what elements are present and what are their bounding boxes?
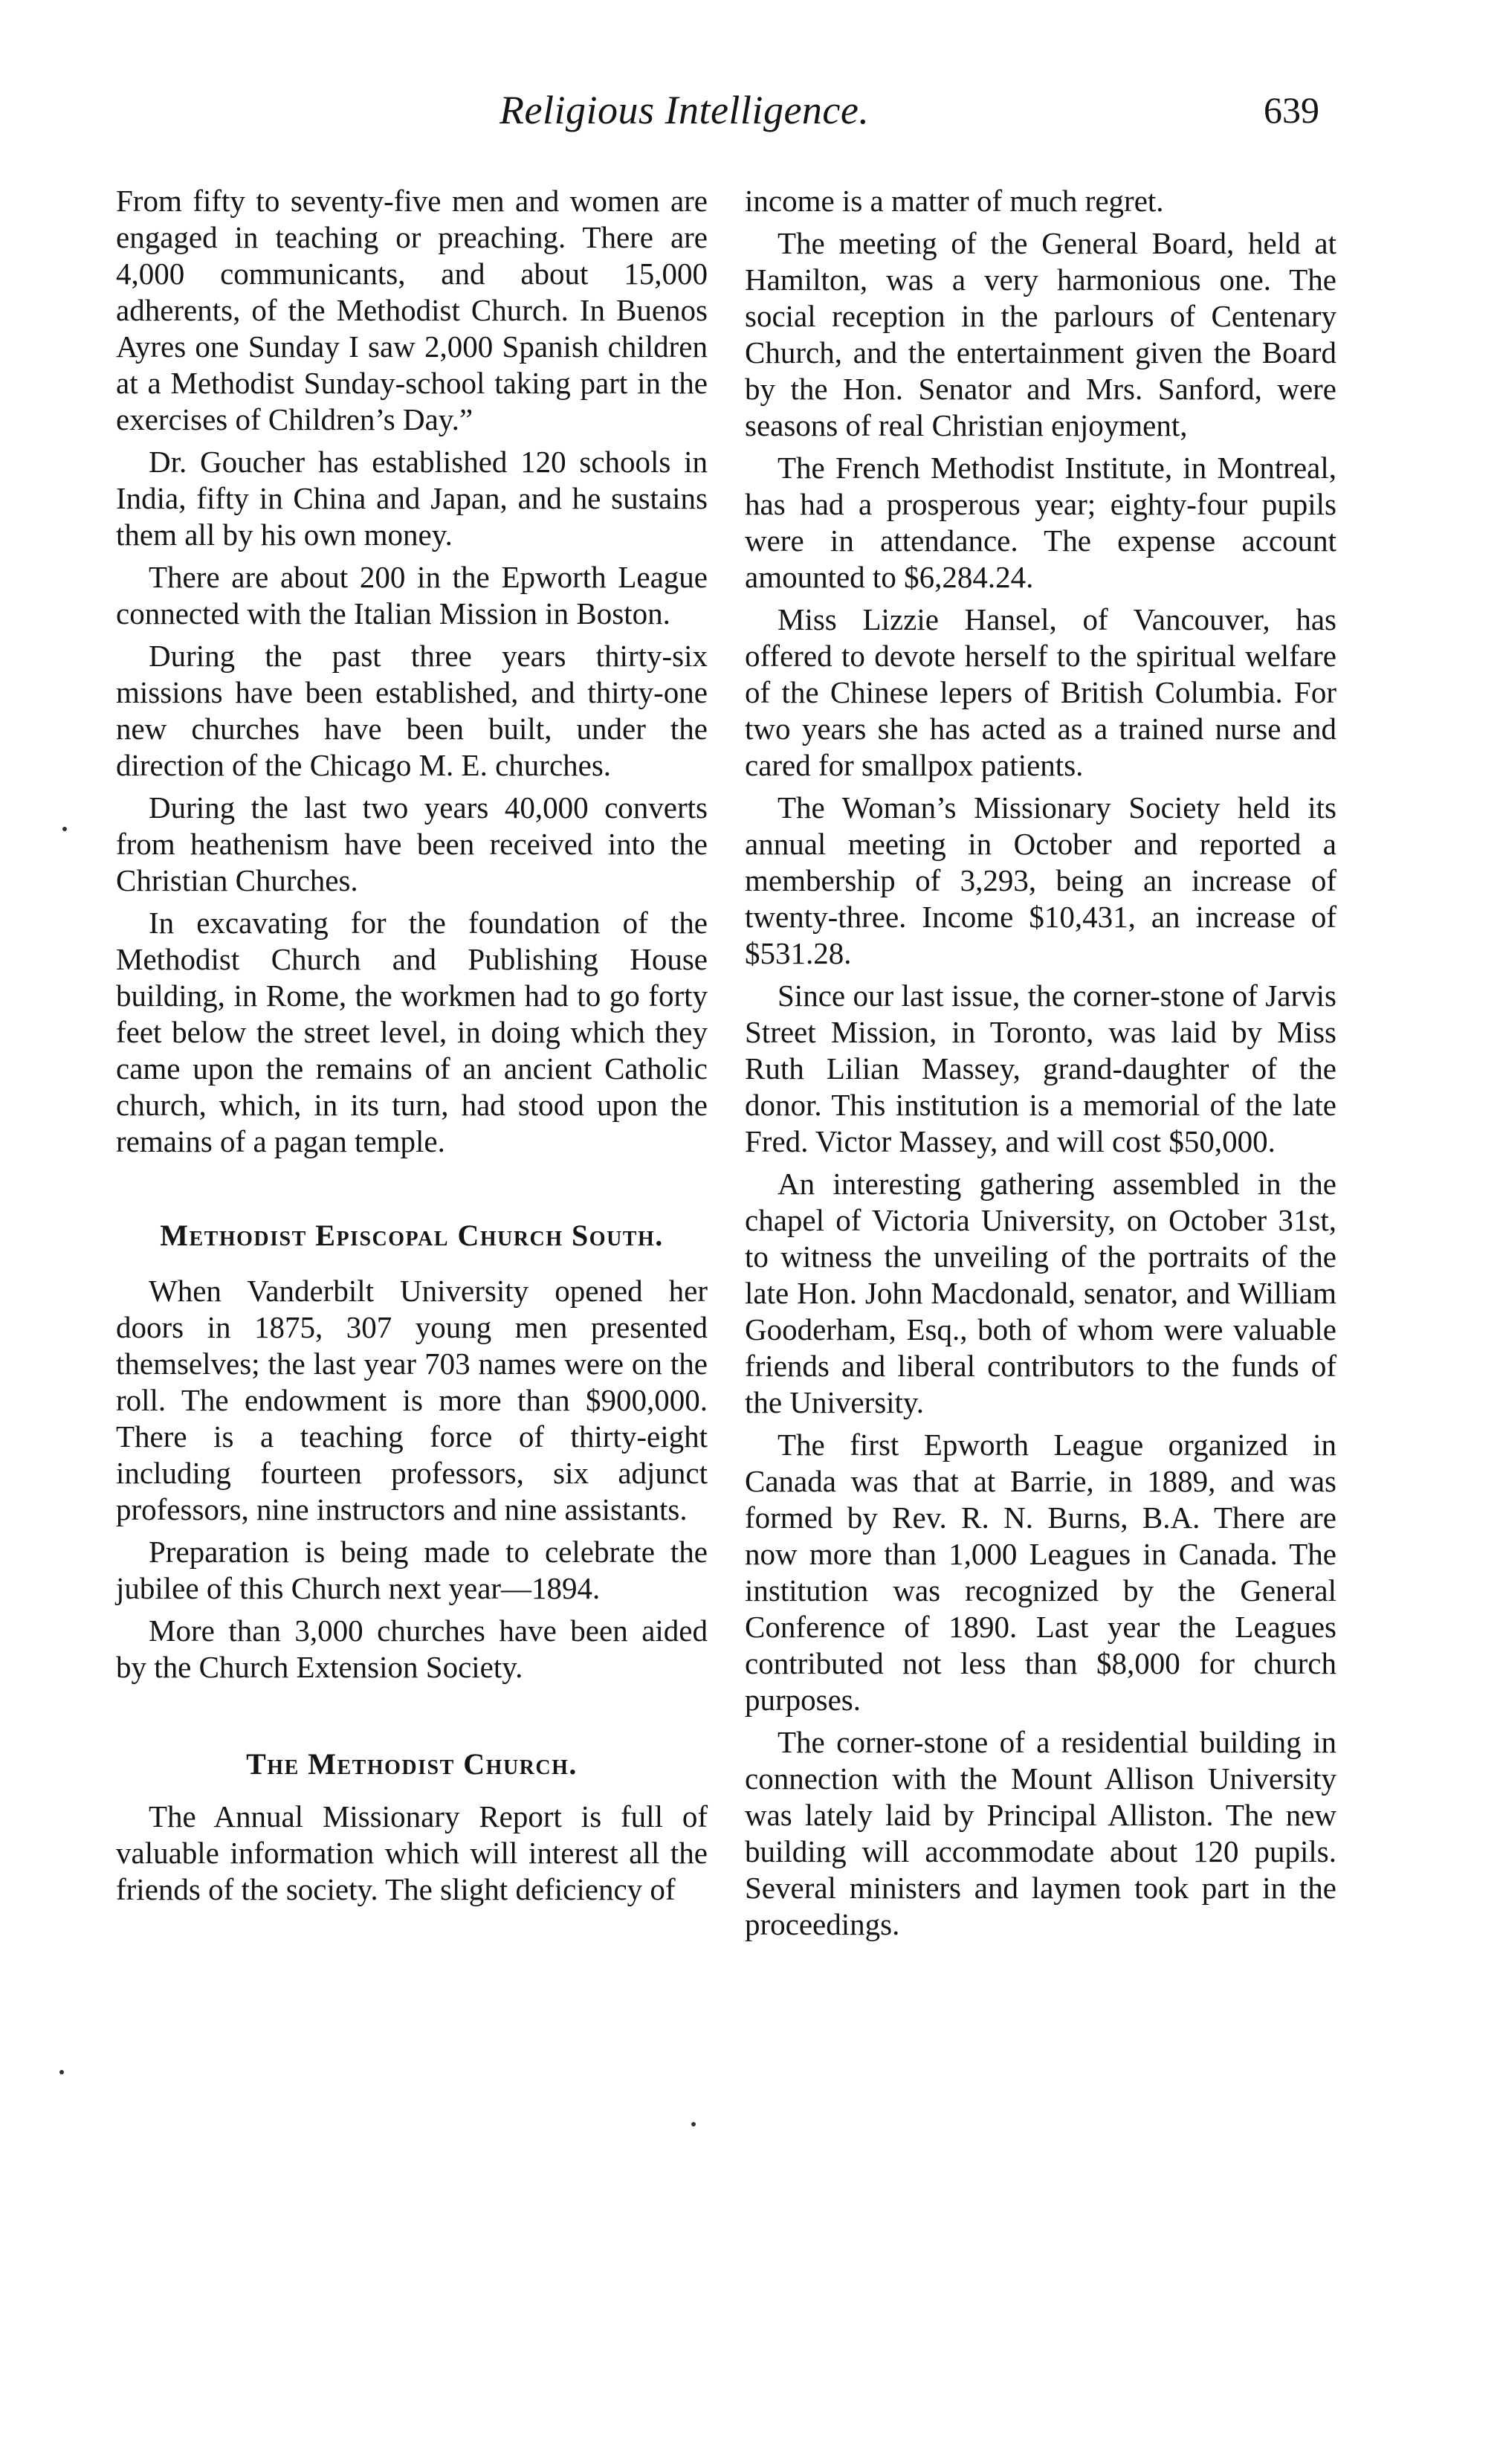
paragraph-mount-allison: The corner-stone of a residential building in connection with the Mount Allison University was lately laid by Principal Alliston. The new building will accommodate about 120 pupils. Several ministers and laymen took part in the proceedings.	[745, 1725, 1336, 1941]
paragraph-rome-excavation: In excavating for the foundation of the Methodist Church and Publishing House building, in Rome, the workmen had to go forty feet below the street level, in doing which they came upon the remains of an ancient Catholic church, which, in its turn, had stood upon the remains of a pagan temple.	[116, 906, 708, 1158]
paragraph-epworth-italian-mission: There are about 200 in the Epworth League connected with the Italian Mission in Boston.	[116, 560, 708, 630]
left-column	[116, 183, 708, 1914]
paragraph-church-extension: More than 3,000 churches have been aided by the Church Extension Society.	[116, 1613, 708, 1684]
running-head	[0, 88, 1500, 140]
paragraph-continued-regret: income is a matter of much regret.	[745, 184, 1164, 218]
print-speck	[691, 2122, 696, 2126]
page-number: 639	[1264, 89, 1319, 131]
paragraph-victoria-university: An interesting gathering assembled in the chapel of Victoria University, on October 31st, to witness the unveiling of the portraits of the late Hon. John Macdonald, senator, and William Gooderham, Esq., both of whom were valuable friends and liberal contributors to the funds of the University.	[745, 1167, 1336, 1419]
paragraph-chicago-missions: During the past three years thirty-six missions have been established, and thirty-one new churches have been built, under the direction of the Chicago M. E. churches.	[116, 639, 708, 782]
section-heading-methodist-episcopal-south: Methodist Episcopal Church South.	[160, 1219, 664, 1252]
paragraph-goucher-schools: Dr. Goucher has established 120 schools in India, fifty in China and Japan, and he sustains them all by his own money.	[116, 445, 708, 552]
paragraph-lizzie-hansel: Miss Lizzie Hansel, of Vancouver, has offered to devote herself to the spiritual welfare of the Chinese lepers of British Columbia. For two years she has acted as a trained nurse and cared for smallpox patients.	[745, 602, 1336, 782]
paragraph-jubilee: Preparation is being made to celebrate the jubilee of this Church next year—1894.	[116, 1535, 708, 1605]
paragraph-vanderbilt: When Vanderbilt University opened her doors in 1875, 307 young men presented themselves; the last year 703 names were on the roll. The endowment is more than $900,000. There is a teaching force of thirty-eight including fourteen professors, six adjunct professors, nine instructors and nine assistants.	[116, 1274, 708, 1526]
paragraph-converts: During the last two years 40,000 converts from heathenism have been received into the Christian Churches.	[116, 790, 708, 897]
paragraph-jarvis-street-mission: Since our last issue, the corner-stone of Jarvis Street Mission, in Toronto, was laid by Miss Ruth Lilian Massey, grand-daughter of the donor. This institution is a memorial of the late Fred. Victor Massey, and will cost $50,000.	[745, 978, 1336, 1158]
paragraph-missionary-report: The Annual Missionary Report is full of valuable information which will interest all the friends of the society. The slight deficiency of	[116, 1799, 708, 1906]
running-title: Religious Intelligence.	[500, 88, 870, 132]
paragraph-french-institute: The French Methodist Institute, in Montreal, has had a prosperous year; eighty-four pupils were in attendance. The expense account amounted to $6,284.24.	[745, 451, 1336, 594]
paragraph-missions-south-america: From fifty to seventy-five men and women are engaged in teaching or preaching. There are 4,000 communicants, and about 15,000 adherents, of the Methodist Church. In Buenos Ayres one Sunday I saw 2,000 Spanish children at a Methodist Sunday-school taking part in the exercises of Children’s Day.”	[116, 184, 708, 436]
paragraph-general-board: The meeting of the General Board, held at Hamilton, was a very harmonious one. The social reception in the parlours of Centenary Church, and the entertainment given the Board by the Hon. Senator and Mrs. Sanford, were seasons of real Christian enjoyment,	[745, 226, 1336, 442]
print-speck	[59, 2070, 64, 2074]
paragraph-womans-missionary-society: The Woman’s Missionary Society held its annual meeting in October and reported a membership of 3,293, being an increase of twenty-three. Income $10,431, an increase of $531.28.	[745, 790, 1336, 970]
section-heading-methodist-church: The Methodist Church.	[246, 1747, 578, 1781]
right-column	[745, 183, 1336, 1949]
print-speck	[62, 827, 67, 831]
paragraph-epworth-league-canada: The first Epworth League organized in Canada was that at Barrie, in 1889, and was formed by Rev. R. N. Burns, B.A. There are now more than 1,000 Leagues in Canada. The institution was recognized by the General Conference of 1890. Last year the Leagues contributed not less than $8,000 for church purposes.	[745, 1428, 1336, 1717]
